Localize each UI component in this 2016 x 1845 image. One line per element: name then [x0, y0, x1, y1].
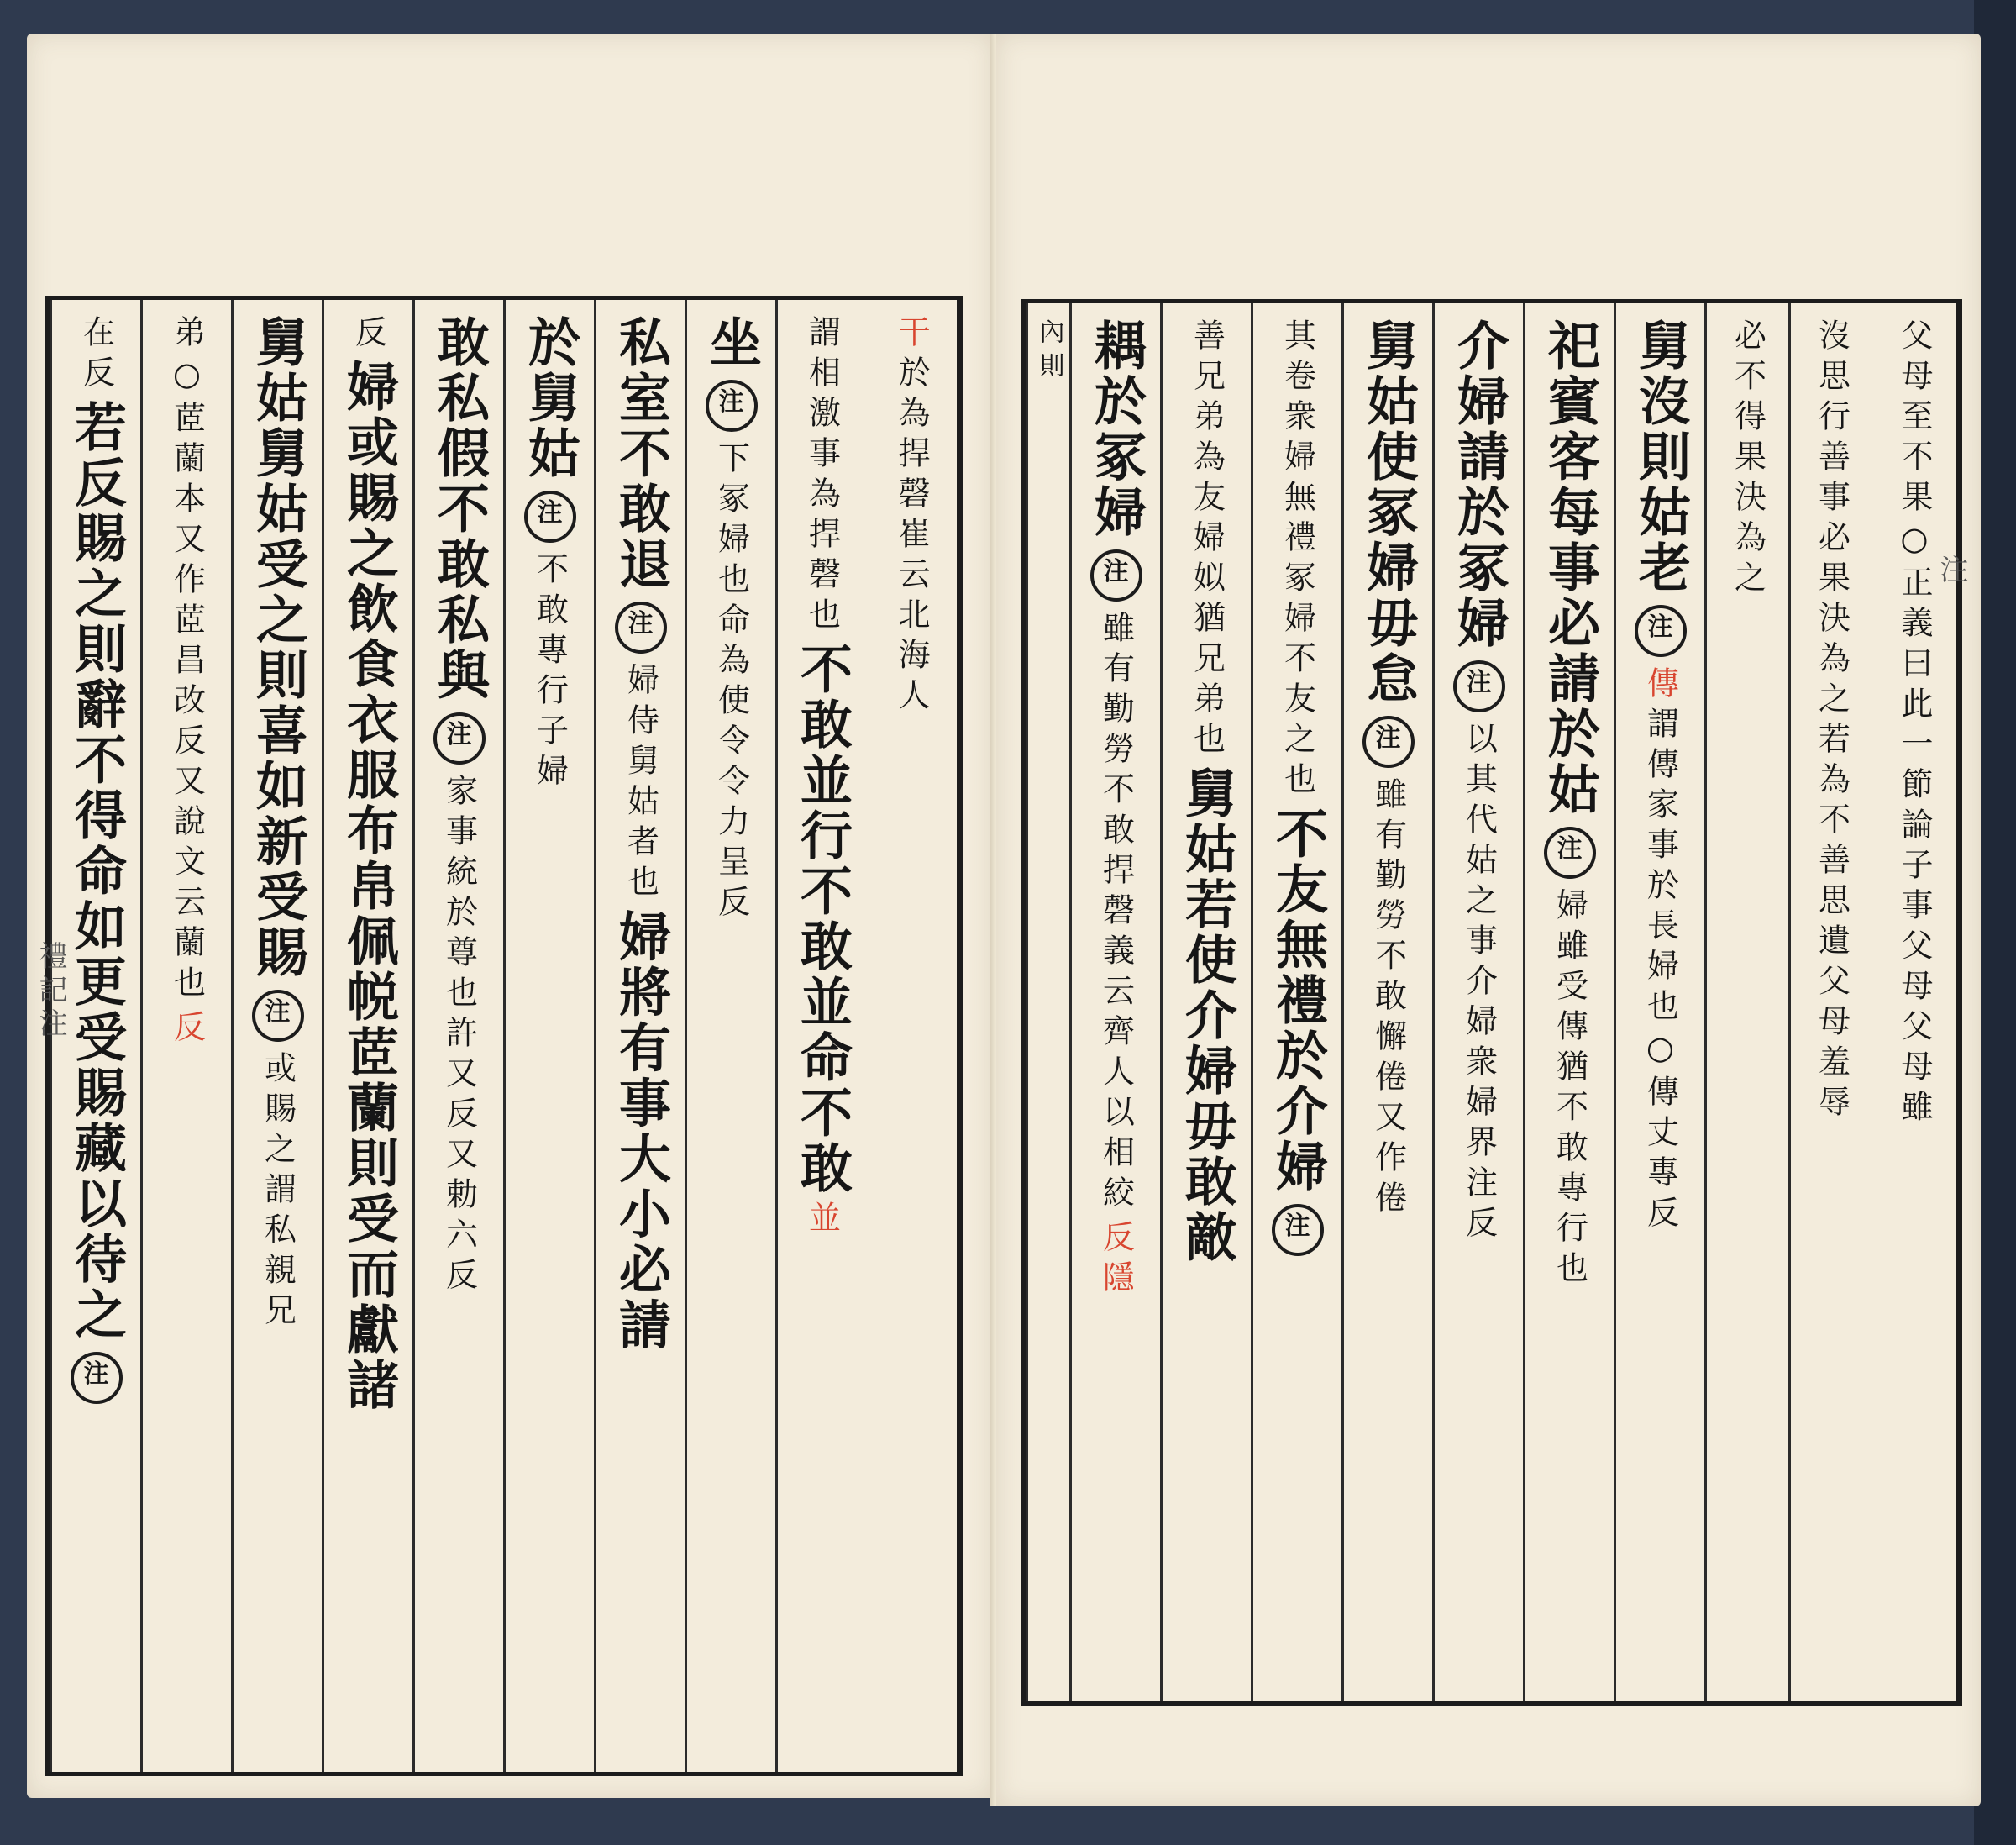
main-text: 不敢並行不敢並命不敢	[791, 642, 853, 1197]
right-text-frame	[1021, 299, 1962, 1706]
commentary-text: 或賜之謂私親兄	[259, 1051, 297, 1334]
main-text: 介婦請於冢婦	[1448, 318, 1510, 651]
right-col-6	[1432, 303, 1523, 1701]
main-text: 於舅姑	[519, 315, 581, 481]
note-marker-icon: 注	[433, 712, 486, 765]
left-col-9	[140, 300, 231, 1772]
left-col-1	[866, 300, 957, 1772]
left-col-7	[322, 300, 412, 1772]
note-marker-icon: 注	[1272, 1204, 1324, 1256]
main-text: 若反賜之則辭不得命如更受賜藏以待之	[66, 400, 128, 1343]
main-text: 耦於冢婦	[1085, 318, 1147, 540]
note-marker-icon: 注	[615, 602, 667, 654]
left-col-3	[685, 300, 775, 1772]
main-text: 婦將有事大小必請	[610, 909, 672, 1354]
note-marker-icon: 注	[252, 990, 304, 1042]
commentary-text: 謂傳家事於長婦也○傳丈專反	[1641, 707, 1679, 1237]
commentary-text: 婦雖受傳猶不敢專行也	[1551, 888, 1588, 1292]
right-col-4	[1614, 303, 1704, 1701]
note-marker-icon: 注	[1362, 716, 1415, 768]
left-col-6	[412, 300, 503, 1772]
red-annotation: 干	[893, 315, 930, 355]
left-col-2	[775, 300, 866, 1772]
commentary-text: 於為捍磬崔云北海人	[893, 355, 930, 718]
main-text: 私室不敢退	[610, 315, 672, 592]
right-col-8	[1251, 303, 1341, 1701]
commentary-text: 其卷衆婦無禮冢婦不友之也	[1278, 318, 1316, 802]
note-marker-icon: 注	[706, 380, 758, 432]
commentary-text: 不敢專行子婦	[531, 552, 569, 795]
main-text: 舅沒則姑老	[1630, 318, 1692, 596]
commentary-text: 雖有勤勞不敢捍磬義云齊人以相絞	[1097, 611, 1135, 1217]
commentary-text: 善兄弟為友婦姒猶兄弟也	[1188, 318, 1226, 762]
commentary-text: 婦侍舅姑者也	[622, 663, 659, 906]
right-col-10	[1069, 303, 1160, 1701]
left-col-8	[231, 300, 322, 1772]
note-marker-icon: 注	[1090, 549, 1142, 602]
right-col-label	[1026, 303, 1069, 1701]
main-text: 舅姑若使介婦毋敢敵	[1176, 766, 1238, 1266]
main-text: 坐	[701, 315, 763, 371]
right-col-3	[1704, 303, 1788, 1701]
commentary-text: 家事統於尊也許又反又勅六反	[440, 774, 478, 1299]
right-col-9	[1160, 303, 1251, 1701]
commentary-text: 雖有勤勞不敢懈倦又作倦	[1369, 777, 1407, 1222]
inner-box-text	[564, 1084, 951, 1101]
left-text-frame	[45, 296, 963, 1776]
commentary-text: 下冢婦也命為使令令力呈反	[712, 441, 750, 926]
note-marker-icon: 注	[1453, 660, 1505, 712]
right-col-7	[1341, 303, 1432, 1701]
red-annotation: 反隱	[1097, 1220, 1135, 1301]
margin-label-left: 禮記注	[34, 941, 67, 1042]
commentary-text: 以其代姑之事介婦衆婦界注反	[1460, 722, 1498, 1247]
red-annotation: 並	[803, 1201, 841, 1242]
commentary-text: 父母至不果○正義曰此一節論子事父母父母雖	[1896, 318, 1933, 1130]
main-text: 敢私假不敢私與	[428, 315, 491, 703]
note-marker-icon: 注	[524, 491, 576, 543]
main-text: 不友無禮於介婦	[1267, 807, 1329, 1196]
main-text: 祀賓客每事必請於姑	[1539, 318, 1601, 817]
right-col-2	[1788, 303, 1872, 1701]
commentary-text: 在反	[77, 315, 115, 396]
right-col-1	[1872, 303, 1956, 1701]
red-annotation: 反	[168, 1010, 206, 1051]
commentary-text: 反	[349, 315, 387, 355]
section-label: 內則	[1034, 318, 1064, 386]
note-marker-icon: 注	[1635, 605, 1687, 657]
note-marker-icon: 注	[71, 1352, 123, 1404]
main-text: 舅姑舅姑受之則喜如新受賜	[247, 315, 309, 980]
red-annotation: 傳	[1641, 666, 1679, 707]
left-col-4	[594, 300, 685, 1772]
main-text: 舅姑使冢婦毋怠	[1357, 318, 1420, 707]
commentary-text: 必不得果決為之	[1729, 318, 1767, 601]
left-page	[27, 34, 993, 1798]
right-col-5	[1523, 303, 1614, 1701]
margin-label-right: 注	[1935, 555, 1968, 588]
right-page	[996, 34, 1981, 1806]
commentary-text: 謂相激事為捍磬也	[803, 315, 841, 638]
left-col-5	[503, 300, 594, 1772]
main-text: 婦或賜之飲食衣服布帛佩帨茝蘭則受而獻諸	[338, 360, 400, 1414]
commentary-text: 弟○茝蘭本又作茝昌改反又說文云蘭也	[168, 315, 206, 1006]
commentary-text: 沒思行善事必果決為之若為不善思遺父母羞辱	[1813, 318, 1851, 1125]
note-marker-icon: 注	[1544, 827, 1596, 879]
